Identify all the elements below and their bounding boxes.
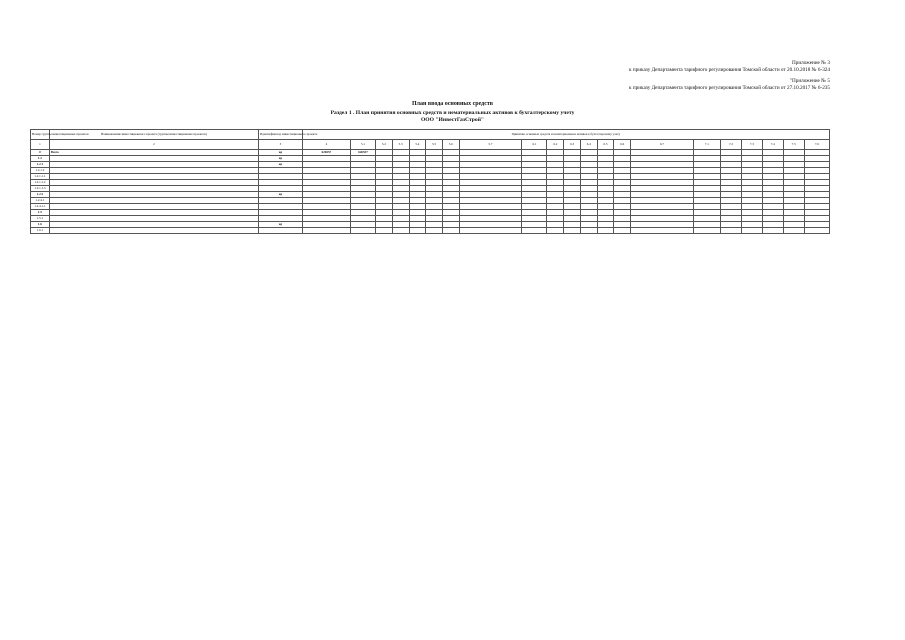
row-empty-cell [522,228,547,234]
col-num-5-5: 5.5 [426,140,443,150]
row-number: 1.2.1.1.3 [31,186,50,192]
row-empty-cell [741,228,762,234]
row-number: 1.2.1.1.2 [31,180,50,186]
col-num-6-1: 6.1 [522,140,547,150]
col-num-6-3: 6.3 [564,140,581,150]
appendix-number: Приложение № 3 [792,60,830,66]
col-num-6-4: 6.4 [580,140,597,150]
row-empty-cell [376,228,393,234]
row-number: 1.2 [31,156,50,162]
col-num-5-7: 5.7 [459,140,522,150]
row-identifier: нд [258,156,302,162]
row-empty-cell [721,228,742,234]
row-empty-cell [631,228,694,234]
row-identifier: нд [258,192,302,198]
fixed-assets-table [30,129,830,234]
row-identifier: нд [258,150,302,156]
row-number: 1.2.1.1.1 [31,174,50,180]
col-num-7-2: 7.2 [721,140,742,150]
row-number: 1.2.4.1.1 [31,204,50,210]
row-number: 1.6 [31,222,50,228]
row-empty-cell [426,228,443,234]
head-plan: Принятие основных средств и нематериальных активов к бухгалтерскому учету [302,130,829,140]
col-num-7-1: 7.1 [693,140,720,150]
row-value-4 [302,228,350,234]
row-empty-cell [564,228,581,234]
row-empty-cell [547,228,564,234]
row-number: 1.2.1.2 [31,168,50,174]
col-num-3: 3 [258,140,302,150]
appendix-header-second [629,78,830,91]
col-num-6-5: 6.5 [597,140,614,150]
organization-name: ООО "ИнвестГазСтрой" [420,117,485,123]
section-title: Раздел 1 . План принятия основных средств и нематериальных активов к бухгалтерскому учету [330,110,575,116]
col-num-6-7: 6.7 [631,140,694,150]
col-num-5-1: 5.1 [350,140,375,150]
head-project-id: Идентификатор инвестиционного проекта [258,130,302,140]
table-body [31,150,830,234]
row-value-5-1 [350,228,375,234]
appendix-order-ref-2: к приказу Департамента тарифного регулирования Томской области от 27.10.2017 № 6-235 [629,84,830,91]
appendix-order-ref: к приказу Департамента тарифного регулирования Томской области от 20.10.2018 № 6-324 [629,66,830,73]
col-num-7-3: 7.3 [741,140,762,150]
row-empty-cell [804,228,829,234]
col-num-1: 1 [31,140,50,150]
row-identifier [258,228,302,234]
col-num-4: 4 [302,140,350,150]
col-num-5-6: 5.6 [442,140,459,150]
head-group-number: Номер группы инвестиционных проектов [31,130,50,140]
col-num-7-4: 7.4 [762,140,783,150]
row-number: 0 [31,150,50,156]
row-empty-cell [392,228,409,234]
col-num-7-5: 7.5 [783,140,804,150]
row-empty-cell [442,228,459,234]
row-empty-cell [597,228,614,234]
appendix-number-2: "Приложение № 5 [789,78,830,84]
row-empty-cell [762,228,783,234]
row-empty-cell [409,228,426,234]
document-title: План ввода основных средств [411,101,494,107]
row-empty-cell [693,228,720,234]
col-num-6-2: 6.2 [547,140,564,150]
row-identifier: нд [258,162,302,168]
row-name: Всего [49,150,258,156]
row-identifier: нд [258,222,302,228]
appendix-header-top [629,60,830,73]
row-number: 1.2.1 [31,162,50,168]
col-num-2: 2 [49,140,258,150]
row-empty-cell [783,228,804,234]
table-row [31,228,830,234]
col-num-6-6: 6.6 [614,140,631,150]
row-value-4: 626557 [302,150,350,156]
row-number: 1.5 [31,210,50,216]
col-num-5-3: 5.3 [392,140,409,150]
row-empty-cell [580,228,597,234]
row-number: 1.2.4.1 [31,198,50,204]
row-number: 1.5.1 [31,216,50,222]
head-project-name: Наименование инвестиционного проекта (группы инвестиционных проектов) [49,130,258,140]
row-number: 1.6.1 [31,228,50,234]
column-number-row [31,140,830,150]
col-num-5-2: 5.2 [376,140,393,150]
row-empty-cell [459,228,522,234]
row-name [49,228,258,234]
row-number: 1.2.2 [31,192,50,198]
row-value-5-1: 626557 [350,150,375,156]
col-num-5-4: 5.4 [409,140,426,150]
col-num-7-6: 7.6 [804,140,829,150]
row-empty-cell [614,228,631,234]
